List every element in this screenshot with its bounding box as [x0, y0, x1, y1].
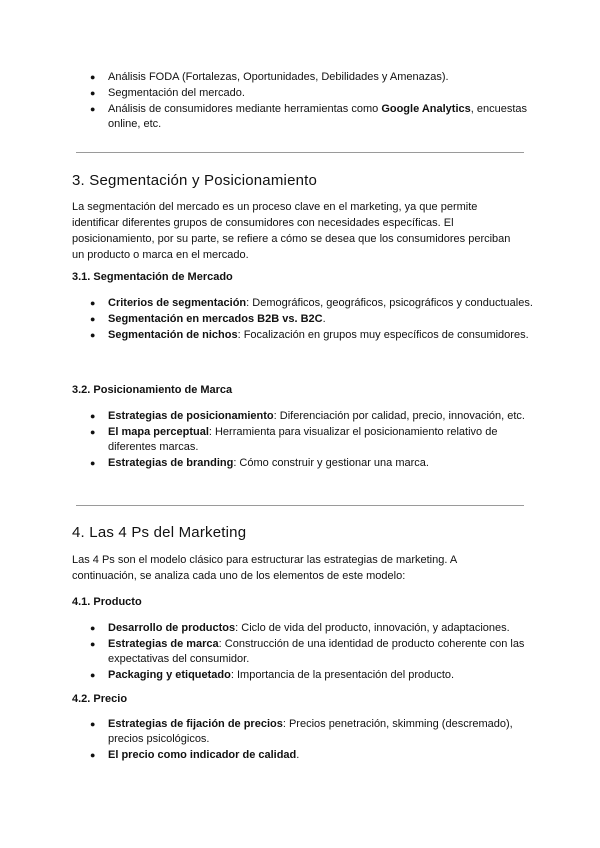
- list-item-bold: Estrategias de marca: [108, 638, 219, 650]
- bullet-icon: ●: [90, 719, 96, 729]
- segmentation-list-block: [0, 296, 600, 344]
- list-item: [70, 328, 538, 343]
- product-list: [0, 621, 600, 683]
- list-item-bold: Criterios de segmentación: [108, 297, 247, 309]
- list-item-bold: Desarrollo de productos: [108, 622, 236, 634]
- bullet-icon: ●: [90, 88, 96, 98]
- bullet-icon: ●: [90, 298, 96, 308]
- list-item: [70, 456, 538, 471]
- list-item-text: : Cómo construir y gestionar una marca.: [233, 457, 429, 469]
- divider: [76, 152, 524, 153]
- section-intro: Las 4 Ps son el modelo clásico para estructurar las estrategias de marketing. A continuación, se analiza cada uno de los elementos de este modelo:: [72, 554, 457, 582]
- positioning-list: [0, 409, 600, 471]
- list-item: [70, 425, 538, 455]
- section-title: 3. Segmentación y Posicionamiento: [72, 172, 318, 189]
- list-item-bold: El precio como indicador de calidad: [108, 749, 297, 761]
- list-item-text: : Diferenciación por calidad, precio, innovación, etc.: [273, 410, 525, 422]
- list-item-text: : Demográficos, geográficos, psicográficos y conductuales.: [246, 297, 533, 309]
- list-item: [70, 312, 538, 327]
- bullet-icon: ●: [90, 411, 96, 421]
- product-list-block: [0, 621, 600, 684]
- list-item-bold: Segmentación de nichos: [108, 329, 238, 341]
- divider: [76, 505, 524, 506]
- list-item: [70, 621, 538, 636]
- top-list: [0, 70, 600, 132]
- bullet-icon: ●: [90, 314, 96, 324]
- bullet-icon: ●: [90, 104, 96, 114]
- list-item: [70, 409, 538, 424]
- bullet-icon: ●: [90, 72, 96, 82]
- bullet-icon: ●: [90, 427, 96, 437]
- list-item-text: : Focalización en grupos muy específicos de consumidores.: [237, 329, 529, 341]
- price-list-block: [0, 717, 600, 764]
- list-item-text: , encuestas online, etc.: [108, 103, 528, 130]
- list-item-bold: Estrategias de branding: [108, 457, 234, 469]
- section-intro: La segmentación del mercado es un proceso clave en el marketing, ya que permite identificar diferentes grupos de consumidores con necesidades específicas. El posicionamiento, por su parte, se refiere a cómo se desea que los consumidores perciban un producto o marca en el mercado.: [72, 201, 511, 261]
- list-item-text: : Precios penetración, skimming (descremado), precios psicológicos.: [108, 718, 513, 745]
- list-item-text: Análisis de consumidores mediante herramientas como: [108, 103, 382, 115]
- list-item-text: : Ciclo de vida del producto, innovación, y adaptaciones.: [235, 622, 510, 634]
- price-list: [0, 717, 600, 763]
- bullet-icon: ●: [90, 330, 96, 340]
- list-item-text: : Construcción de una identidad de producto coherente con las expectativas del consumidor.: [108, 638, 525, 665]
- bullet-icon: ●: [90, 670, 96, 680]
- list-item: [70, 70, 538, 85]
- list-item: [70, 637, 538, 667]
- segmentation-list: [0, 296, 600, 343]
- list-item: [70, 86, 538, 101]
- list-item-bold: Estrategias de posicionamiento: [108, 410, 274, 422]
- list-item-bold: Segmentación en mercados B2B vs. B2C: [108, 313, 323, 325]
- list-item-bold: El mapa perceptual: [108, 426, 209, 438]
- bullet-icon: ●: [90, 639, 96, 649]
- list-item-text: .: [296, 749, 300, 761]
- list-item: [70, 748, 538, 763]
- list-item-text: Análisis FODA (Fortalezas, Oportunidades, Debilidades y Amenazas).: [108, 71, 449, 83]
- list-item: [70, 717, 538, 747]
- subsection-title: 3.1. Segmentación de Mercado: [72, 271, 233, 283]
- positioning-list-block: [0, 409, 600, 472]
- list-item-bold: Estrategias de fijación de precios: [108, 718, 283, 730]
- list-item-text: .: [322, 313, 326, 325]
- bullet-icon: ●: [90, 458, 96, 468]
- list-item-bold: Google Analytics: [381, 103, 471, 115]
- bullet-icon: ●: [90, 750, 96, 760]
- list-item-text: : Herramienta para visualizar el posicionamiento relativo de diferentes marcas.: [108, 426, 498, 453]
- list-item: [70, 296, 538, 311]
- subsection-title: 4.1. Producto: [72, 596, 142, 608]
- subsection-title: 3.2. Posicionamiento de Marca: [72, 384, 233, 396]
- list-item-text: : Importancia de la presentación del producto.: [230, 669, 455, 681]
- list-item: [70, 668, 538, 683]
- top-list-block: [0, 70, 600, 133]
- list-item-text: Segmentación del mercado.: [108, 87, 245, 99]
- bullet-icon: ●: [90, 623, 96, 633]
- list-item-bold: Packaging y etiquetado: [108, 669, 231, 681]
- list-item: [70, 102, 538, 132]
- section-title: 4. Las 4 Ps del Marketing: [72, 524, 247, 541]
- subsection-title: 4.2. Precio: [72, 693, 128, 705]
